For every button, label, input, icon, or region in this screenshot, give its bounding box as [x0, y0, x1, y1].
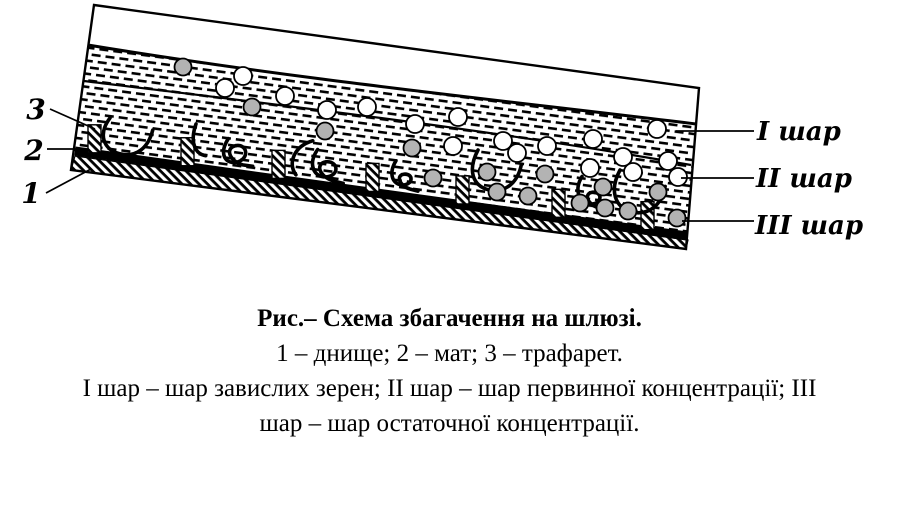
heavy-grain-circle	[650, 184, 667, 201]
light-grain-circle	[358, 98, 376, 116]
heavy-grain-circle	[317, 123, 334, 140]
light-grain-circle	[538, 137, 556, 155]
light-grain-circle	[508, 144, 526, 162]
light-grain-circle	[318, 101, 336, 119]
heavy-grain-circle	[425, 170, 442, 187]
riffle-bar	[552, 189, 565, 217]
caption-layers-line-2: шар – шар остаточної концентрації.	[259, 410, 640, 437]
label-layer-1: І шар	[757, 117, 841, 147]
riffle-bar	[272, 150, 285, 178]
heavy-grain-circle	[244, 99, 261, 116]
leader-line-1	[46, 169, 91, 193]
heavy-grain-circle	[489, 184, 506, 201]
figure-caption	[0, 301, 899, 441]
heavy-grain-circle	[597, 200, 614, 217]
heavy-grain-circle	[479, 164, 496, 181]
caption-title: Рис.– Схема збагачення на шлюзі.	[257, 305, 642, 332]
heavy-grain-circle	[520, 188, 537, 205]
label-layer-2: ІІ шар	[756, 164, 852, 194]
riffle-bar	[366, 163, 379, 191]
heavy-grain-circle	[537, 166, 554, 183]
light-grain-circle	[669, 168, 687, 186]
heavy-grain-circle	[175, 59, 192, 76]
light-grain-circle	[624, 163, 642, 181]
label-dnyshche-1: 1	[21, 177, 41, 210]
label-mat-2: 2	[24, 134, 44, 167]
label-trafaret-3: 3	[26, 93, 46, 126]
heavy-grain-circle	[595, 179, 612, 196]
caption-layers-line-1: І шар – шар завислих зерен; ІІ шар – шар первинної концентрації; ІІІ	[82, 375, 817, 402]
light-grain-circle	[276, 87, 294, 105]
riffle-bar	[456, 176, 469, 204]
heavy-grain-circle	[404, 140, 421, 157]
light-grain-circle	[449, 108, 467, 126]
light-grain-circle	[444, 137, 462, 155]
light-grain-circle	[234, 67, 252, 85]
light-grain-circle	[584, 130, 602, 148]
heavy-grain-circle	[669, 210, 686, 227]
riffle-bar	[641, 202, 654, 230]
light-grain-circle	[406, 115, 424, 133]
light-grain-circle	[648, 120, 666, 138]
light-grain-circle	[581, 159, 599, 177]
light-grain-circle	[659, 152, 677, 170]
label-layer-3: ІІІ шар	[755, 211, 864, 241]
heavy-grain-circle	[620, 203, 637, 220]
light-grain-circle	[216, 79, 234, 97]
heavy-grain-circle	[572, 195, 589, 212]
caption-parts-line: 1 – днище; 2 – мат; 3 – трафарет.	[276, 340, 623, 367]
